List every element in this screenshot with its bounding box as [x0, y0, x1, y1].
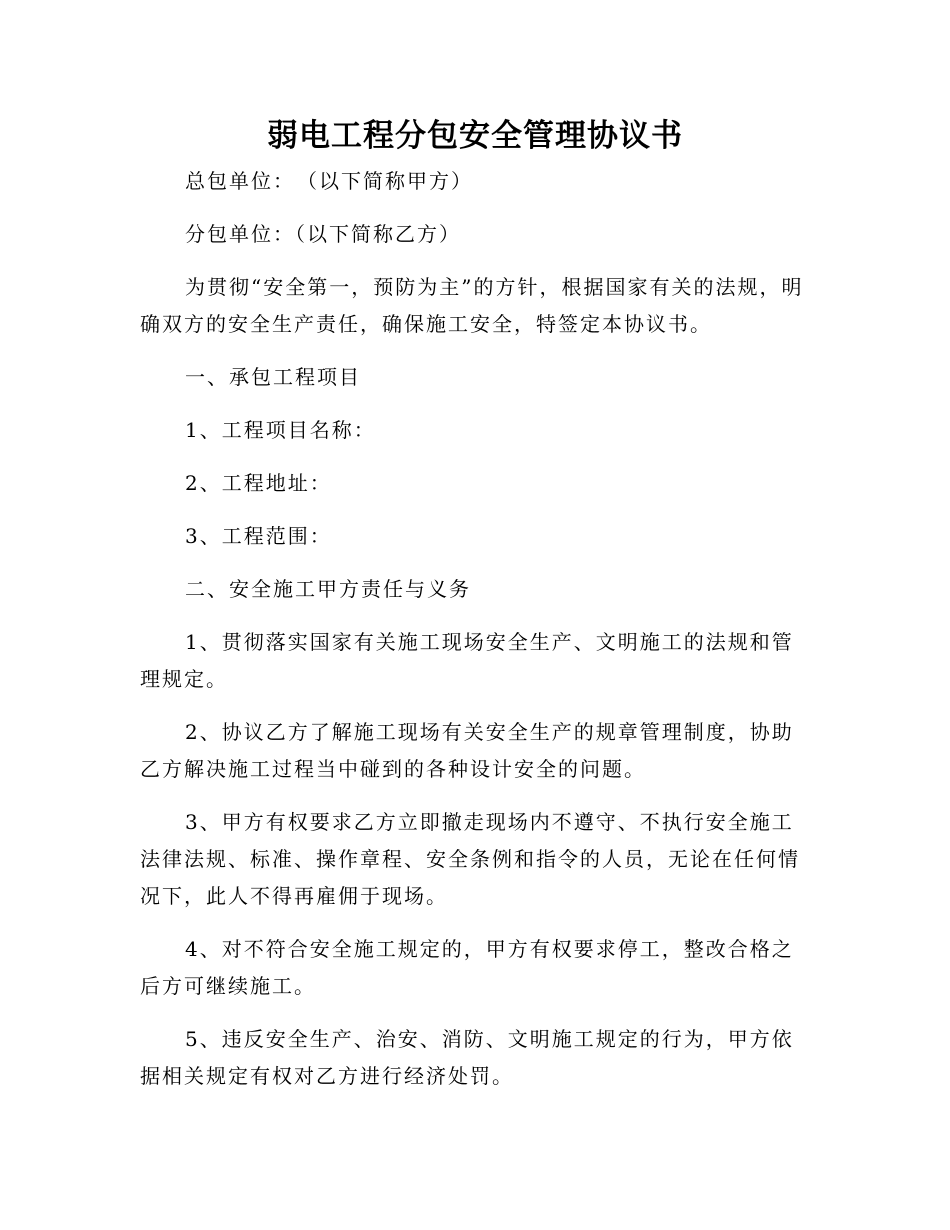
document-title: 弱电工程分包安全管理协议书 [267, 118, 683, 154]
section-heading-project: 一、承包工程项目 [185, 365, 361, 389]
paragraph-general-contractor: 总包单位： （以下简称甲方） [185, 169, 473, 193]
paragraph-subcontractor: 分包单位：（以下简称乙方） [185, 222, 461, 246]
paragraph-duty-3: 3、甲方有权要求乙方立即撤走现场内不遵守、不执行安全施工法律法规、标准、操作章程、安全条例和指令的人员，无论在任何情况下，此人不得再雇佣于现场。 [140, 810, 800, 908]
paragraph-project-name: 1、工程项目名称： [185, 418, 376, 442]
paragraph-duty-4: 4、对不符合安全施工规定的，甲方有权要求停工，整改合格之后方可继续施工。 [140, 937, 794, 998]
paragraph-project-scope: 3、工程范围： [185, 524, 332, 548]
paragraph-intro: 为贯彻“安全第一，预防为主”的方针，根据国家有关的法规，明确双方的安全生产责任，确保施工安全，特签定本协议书。 [140, 275, 804, 336]
paragraph-project-address: 2、工程地址： [185, 471, 332, 495]
document-body [140, 163, 810, 1111]
section-heading-party-a-duties: 二、安全施工甲方责任与义务 [185, 577, 471, 601]
paragraph-duty-5: 5、违反安全生产、治安、消防、文明施工规定的行为，甲方依据相关规定有权对乙方进行经济处罚。 [140, 1027, 794, 1088]
paragraph-duty-1: 1、贯彻落实国家有关施工现场安全生产、文明施工的法规和管理规定。 [140, 630, 794, 691]
paragraph-duty-2: 2、协议乙方了解施工现场有关安全生产的规章管理制度，协助乙方解决施工过程当中碰到的各种设计安全的问题。 [140, 720, 794, 781]
